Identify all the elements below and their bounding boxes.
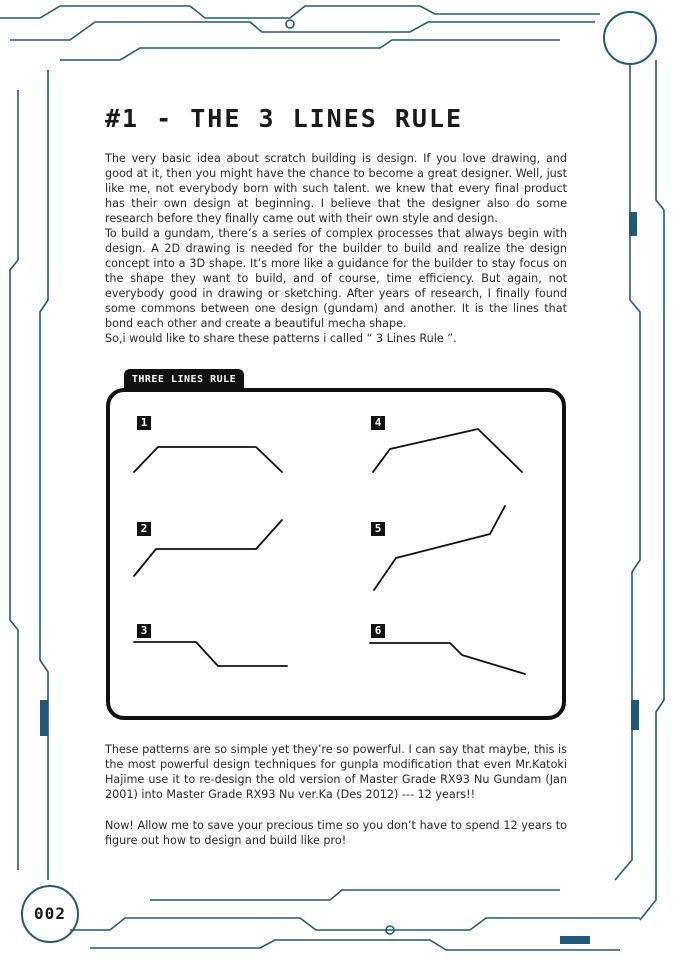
pattern-number-2: 2 [137,522,151,536]
frame-right-outer-line [640,60,664,920]
pattern-6-line [370,643,525,674]
diagram-tab-label: THREE LINES RULE [124,369,244,391]
frame-bottom-accent [560,936,590,944]
pattern-5-line [374,506,505,590]
pattern-4-line [373,429,522,472]
closing-paragraph-2: Now! Allow me to save your precious time so you don’t have to spend 12 years to figure out how to design and build like pro! [105,819,567,847]
frame-top-line-third [60,40,560,60]
pattern-number-3: 3 [137,624,151,638]
pattern-number-5: 5 [371,522,385,536]
pattern-number-4: 4 [371,416,385,430]
pattern-1-line [134,447,282,472]
pattern-number-1: 1 [137,416,151,430]
frame-top-line [0,6,600,18]
frame-top-corner-circle [604,12,656,64]
frame-right-accent-2 [631,700,639,730]
page-number: 002 [34,904,66,923]
frame-right-accent-1 [629,212,637,236]
pattern-lines [106,388,566,720]
closing-paragraph-1: These patterns are so simple yet they’re so powerful. I can say that maybe, this is the most powerful design techniques for gunpla modification that even Mr.Katoki Hajime use it to re-design the old version of Master Grade RX93 Nu Gundam (Jan 2001) into Master Grade RX93 Nu ver.Ka (Des 2012) --- 12 years!! [105,743,567,801]
frame-bottom-line-third [150,890,560,900]
frame-left-accent [40,700,48,736]
frame-bottom-line [70,918,640,930]
pattern-number-6: 6 [371,624,385,638]
frame-left-outer-line [10,90,18,870]
pattern-2-line [134,520,282,576]
page-title: #1 - THE 3 LINES RULE [105,104,464,133]
frame-top-node [286,20,294,28]
intro-paragraph: The very basic idea about scratch building is design. If you love drawing, and good at it, then you might have the chance to become a great designer. Well, just like me, not everybody born with such talent. we knew that every final product has their own design at beginning. I believe that the designer also do some research before they finally came out with their own style and design. To build a gundam, there’s a series of complex processes that always begin with design. A 2D drawing is needed for the builder to build and realize the design concept into a 3D shape. It’s more like a guidance for the builder to stay focus on the shape they want to build, and of course, time efficiency. But again, not everybody good in drawing or sketching. After years of research, I finally found some commons between one design (gundam) and another. It is the lines that bond each other and create a beautiful mecha shape. So,i would like to share these patterns i called “ 3 Lines Rule ”. [105,152,567,345]
frame-right-line [615,64,640,880]
frame-bottom-line-inner [90,940,620,950]
frame-left-line [40,70,48,880]
frame-top-line-inner [10,22,595,40]
pattern-3-line [134,642,287,666]
